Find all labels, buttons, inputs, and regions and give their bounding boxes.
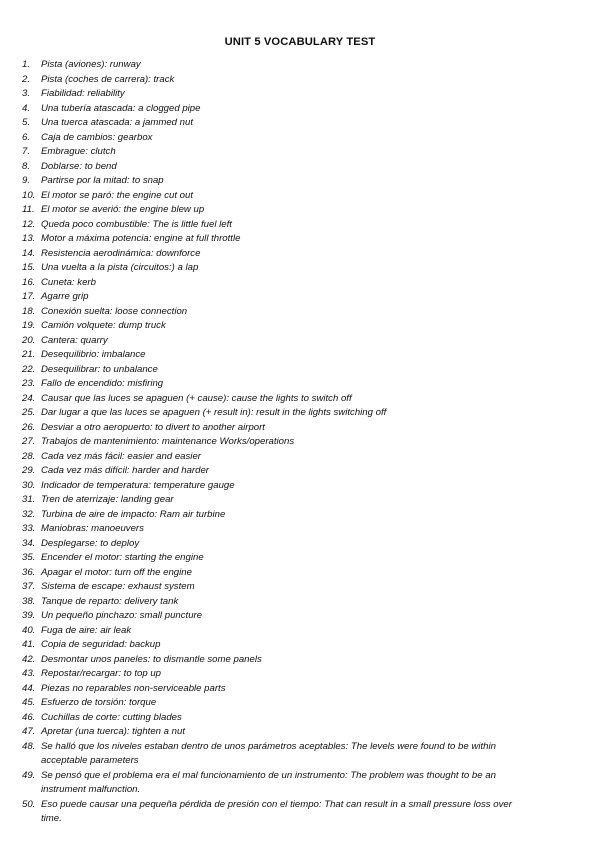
item-number: 34. (22, 537, 36, 549)
item-number: 7. (22, 146, 31, 157)
item-text: Embrague: clutch (41, 146, 116, 157)
list-item (0, 624, 600, 639)
item-text: Cuneta: kerb (41, 276, 96, 288)
item-text: Una vuelta a la pista (circuitos:) a lap (41, 262, 199, 273)
item-number: 30. (22, 479, 36, 491)
item-text: Camión volquete: dump truck (41, 320, 166, 331)
item-text: Piezas no reparables non-serviceable parts (41, 682, 226, 694)
item-text: Cada vez más difícil: harder and harder (41, 465, 209, 476)
list-item (0, 638, 600, 653)
item-text: Sistema de escape: exhaust system (41, 581, 195, 592)
list-item (0, 479, 600, 494)
item-number: 23. (22, 378, 36, 389)
item-text: Se pensó que el problema era el mal funcionamiento de un instrumento: The problem was thought to be an instrument malfunction. (41, 769, 496, 795)
item-number: 22. (22, 363, 36, 375)
list-item (0, 261, 600, 276)
list-item (0, 102, 600, 117)
list-item (0, 508, 600, 523)
item-text: Cuchillas de corte: cutting blades (41, 711, 182, 723)
item-text: Eso puede causar una pequeña pérdida de presión con el tiempo: That can result in a small pressure loss over time. (41, 798, 512, 824)
item-text: Cantera: quarry (41, 334, 108, 346)
item-text: Indicador de temperatura: temperature gauge (41, 479, 235, 491)
item-text: Causar que las luces se apaguen (+ cause): cause the lights to switch off (41, 392, 352, 404)
list-item (0, 580, 600, 595)
item-number: 37. (22, 581, 36, 592)
item-text: Fiabilidad: reliability (41, 88, 125, 99)
item-text: Desviar a otro aeropuerto: to divert to another airport (41, 421, 265, 433)
item-text: Un pequeño pinchazo: small puncture (41, 610, 203, 621)
item-text: Apagar el motor: turn off the engine (41, 566, 192, 578)
item-number: 39. (22, 610, 36, 621)
list-item (0, 725, 600, 740)
list-item (0, 116, 600, 131)
item-number: 45. (22, 697, 36, 708)
list-item (0, 696, 600, 711)
list-item (0, 464, 600, 479)
list-item (0, 711, 600, 726)
item-number: 40. (22, 624, 36, 636)
item-number: 2. (22, 73, 31, 85)
list-item (0, 493, 600, 508)
list-item (0, 435, 600, 450)
item-text: Desequilibrar: to unbalance (41, 363, 158, 375)
item-text: Una tuerca atascada: a jammed nut (41, 117, 193, 128)
item-text: Pista (aviones): runway (41, 59, 141, 70)
list-item (0, 769, 600, 798)
item-text: Copia de seguridad: backup (41, 639, 161, 650)
item-number: 6. (22, 131, 31, 143)
item-number: 35. (22, 552, 36, 563)
item-number: 11. (22, 204, 35, 215)
item-number: 19. (22, 320, 36, 331)
item-text: Partirse por la mitad: to snap (41, 175, 164, 186)
item-number: 20. (22, 334, 36, 346)
item-text: Repostar/recargar: to top up (41, 668, 161, 679)
item-text: Caja de cambios: gearbox (41, 131, 153, 143)
item-number: 1. (22, 59, 31, 70)
item-number: 44. (22, 682, 36, 694)
item-number: 21. (22, 349, 36, 360)
item-text: Dar lugar a que las luces se apaguen (+ result in): result in the lights switching off (41, 407, 387, 418)
item-number: 18. (22, 305, 36, 317)
item-number: 43. (22, 668, 36, 679)
list-item (0, 218, 600, 233)
item-number: 36. (22, 566, 36, 578)
item-number: 12. (22, 218, 36, 230)
list-item (0, 595, 600, 610)
item-number: 42. (22, 653, 36, 665)
item-number: 5. (22, 117, 31, 128)
page-title: UNIT 5 VOCABULARY TEST (224, 36, 376, 48)
item-text: Desequilibrio: imbalance (41, 349, 146, 360)
item-number: 15. (22, 262, 36, 273)
list-item (0, 73, 600, 88)
list-item (0, 406, 600, 421)
list-item (0, 740, 600, 769)
item-text: Maniobras: manoeuvers (41, 523, 144, 534)
item-number: 4. (22, 102, 31, 114)
item-text: El motor se averió: the engine blew up (41, 204, 205, 215)
item-number: 14. (22, 247, 36, 259)
list-item (0, 131, 600, 146)
item-text: Fuga de aire: air leak (41, 624, 132, 636)
list-item (0, 798, 600, 827)
item-number: 13. (22, 233, 36, 244)
item-number: 8. (22, 160, 31, 172)
item-number: 9. (22, 175, 31, 186)
item-text: Doblarse: to bend (41, 160, 117, 172)
item-number: 31. (22, 494, 36, 505)
item-text: Motor a máxima potencia: engine at full throttle (41, 233, 241, 244)
item-number: 38. (22, 595, 36, 607)
item-text: Cada vez más fácil: easier and easier (41, 450, 201, 462)
item-number: 33. (22, 523, 36, 534)
item-number: 41. (22, 639, 36, 650)
list-item (0, 566, 600, 581)
item-text: El motor se paró: the engine cut out (41, 189, 193, 201)
list-item (0, 348, 600, 363)
item-number: 16. (22, 276, 36, 288)
list-item (0, 160, 600, 175)
item-text: Fallo de encendido: misfiring (41, 378, 164, 389)
item-number: 17. (22, 291, 36, 302)
item-text: Tren de aterrizaje: landing gear (41, 494, 174, 505)
item-number: 46. (22, 711, 36, 723)
item-text: Conexión suelta: loose connection (41, 305, 188, 317)
list-item (0, 247, 600, 262)
item-number: 10. (22, 189, 36, 201)
list-item (0, 189, 600, 204)
vocabulary-list (0, 58, 600, 827)
item-number: 48. (22, 740, 36, 752)
list-item (0, 334, 600, 349)
list-item (0, 537, 600, 552)
item-number: 50. (22, 798, 36, 810)
list-item (0, 276, 600, 291)
item-number: 27. (22, 436, 36, 447)
list-item (0, 174, 600, 189)
item-text: Trabajos de mantenimiento: maintenance Works/operations (41, 436, 295, 447)
list-item (0, 377, 600, 392)
item-number: 26. (22, 421, 36, 433)
list-item (0, 319, 600, 334)
list-item (0, 363, 600, 378)
list-item (0, 421, 600, 436)
list-item (0, 392, 600, 407)
item-text: Apretar (una tuerca): tighten a nut (41, 726, 185, 737)
item-text: Pista (coches de carrera): track (41, 73, 175, 85)
item-text: Turbina de aire de impacto: Ram air turbine (41, 508, 226, 520)
item-number: 24. (22, 392, 36, 404)
list-item (0, 609, 600, 624)
item-number: 28. (22, 450, 36, 462)
list-item (0, 232, 600, 247)
item-number: 47. (22, 726, 36, 737)
list-item (0, 653, 600, 668)
list-item (0, 682, 600, 697)
item-text: Queda poco combustible: The is little fuel left (41, 218, 232, 230)
item-number: 32. (22, 508, 36, 520)
item-text: Esfuerzo de torsión: torque (41, 697, 157, 708)
item-text: Resistencia aerodinámica: downforce (41, 247, 201, 259)
list-item (0, 203, 600, 218)
item-text: Agarre grip (41, 291, 89, 302)
item-text: Una tubería atascada: a clogged pipe (41, 102, 201, 114)
list-item (0, 305, 600, 320)
list-item (0, 667, 600, 682)
item-text: Desplegarse: to deploy (41, 537, 140, 549)
list-item (0, 450, 600, 465)
item-text: Tanque de reparto: delivery tank (41, 595, 179, 607)
item-number: 3. (22, 88, 31, 99)
item-number: 49. (22, 769, 36, 781)
list-item (0, 87, 600, 102)
item-text: Desmontar unos paneles: to dismantle some panels (41, 653, 262, 665)
list-item (0, 290, 600, 305)
item-text: Se halló que los niveles estaban dentro de unos parámetros aceptables: The levels were found to be within acceptable parameters (41, 740, 496, 766)
list-item (0, 145, 600, 160)
item-number: 25. (22, 407, 36, 418)
item-text: Encender el motor: starting the engine (41, 552, 204, 563)
list-item (0, 551, 600, 566)
list-item (0, 522, 600, 537)
list-item (0, 58, 600, 73)
item-number: 29. (22, 465, 36, 476)
